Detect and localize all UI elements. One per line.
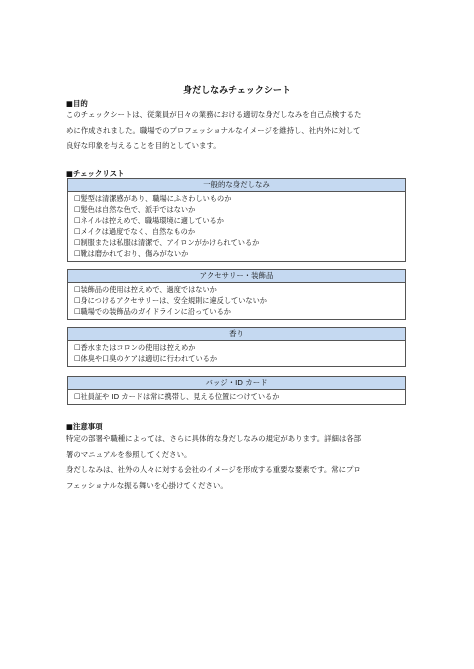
- checklist-item[interactable]: ☐職場での装飾品のガイドラインに沿っているか: [74, 307, 231, 316]
- section-header: 一般的な身だしなみ: [68, 179, 405, 192]
- section-header: アクセサリー・装飾品: [68, 270, 405, 283]
- checklist-section-badge: [67, 376, 406, 405]
- notes-line: 特定の部署や職種によっては、さらに具体的な身だしなみの規定があります。詳細は各部: [66, 434, 362, 443]
- checklist-item[interactable]: ☐制服または私服は清潔で、アイロンがかけられているか: [74, 238, 260, 247]
- checklist-item[interactable]: ☐香水またはコロンの使用は控えめか: [74, 343, 196, 352]
- document-title: 身だしなみチェックシート: [183, 86, 291, 96]
- section-header: 香り: [68, 328, 405, 341]
- checklist-section-accessories: [67, 269, 406, 320]
- checklist-heading: ■チェックリスト: [66, 169, 125, 178]
- checklist-section-scent: [67, 327, 406, 367]
- checklist-item[interactable]: ☐髪型は清潔感があり、職場にふさわしいものか: [74, 194, 232, 203]
- purpose-text: [66, 107, 408, 154]
- checklist-item[interactable]: ☐身につけるアクセサリーは、安全規則に違反していないか: [74, 296, 267, 305]
- notes-line: 署のマニュアルを参照してください。: [66, 449, 192, 459]
- checklist-section-general: [67, 178, 406, 262]
- purpose-line: めに作成されました。職場でのプロフェッショナルなイメージを維持し、社内外に対して: [66, 125, 361, 135]
- checklist-item[interactable]: ☐体臭や口臭のケアは適切に行われているか: [74, 354, 218, 363]
- checklist-item[interactable]: ☐装飾品の使用は控えめで、過度ではないか: [74, 285, 217, 294]
- notes-text: [66, 431, 408, 493]
- checklist-item[interactable]: ☐靴は磨かれており、傷みがないか: [74, 249, 189, 258]
- checklist-item[interactable]: ☐ネイルは控えめで、職場環境に適しているか: [74, 216, 224, 225]
- purpose-line: 良好な印象を与えることを目的としています。: [66, 141, 221, 150]
- notes-line: フェッショナルな振る舞いを心掛けてください。: [66, 480, 228, 490]
- purpose-line: このチェックシートは、従業員が日々の業務における適切な身だしなみを自己点検するた: [66, 110, 362, 119]
- notes-line: 身だしなみは、社外の人々に対する会社のイメージを形成する重要な要素です。常にプロ: [66, 465, 361, 474]
- section-header: バッジ・ID カード: [68, 377, 405, 390]
- checklist-item[interactable]: ☐メイクは過度でなく、自然なものか: [74, 227, 196, 236]
- purpose-heading: ■目的: [66, 99, 88, 108]
- checklist-item[interactable]: ☐髪色は自然な色で、派手ではないか: [74, 205, 196, 214]
- notes-heading: ■注意事項: [66, 422, 103, 431]
- checklist-item[interactable]: ☐社員証や ID カードは常に携帯し、見える位置につけているか: [74, 392, 280, 401]
